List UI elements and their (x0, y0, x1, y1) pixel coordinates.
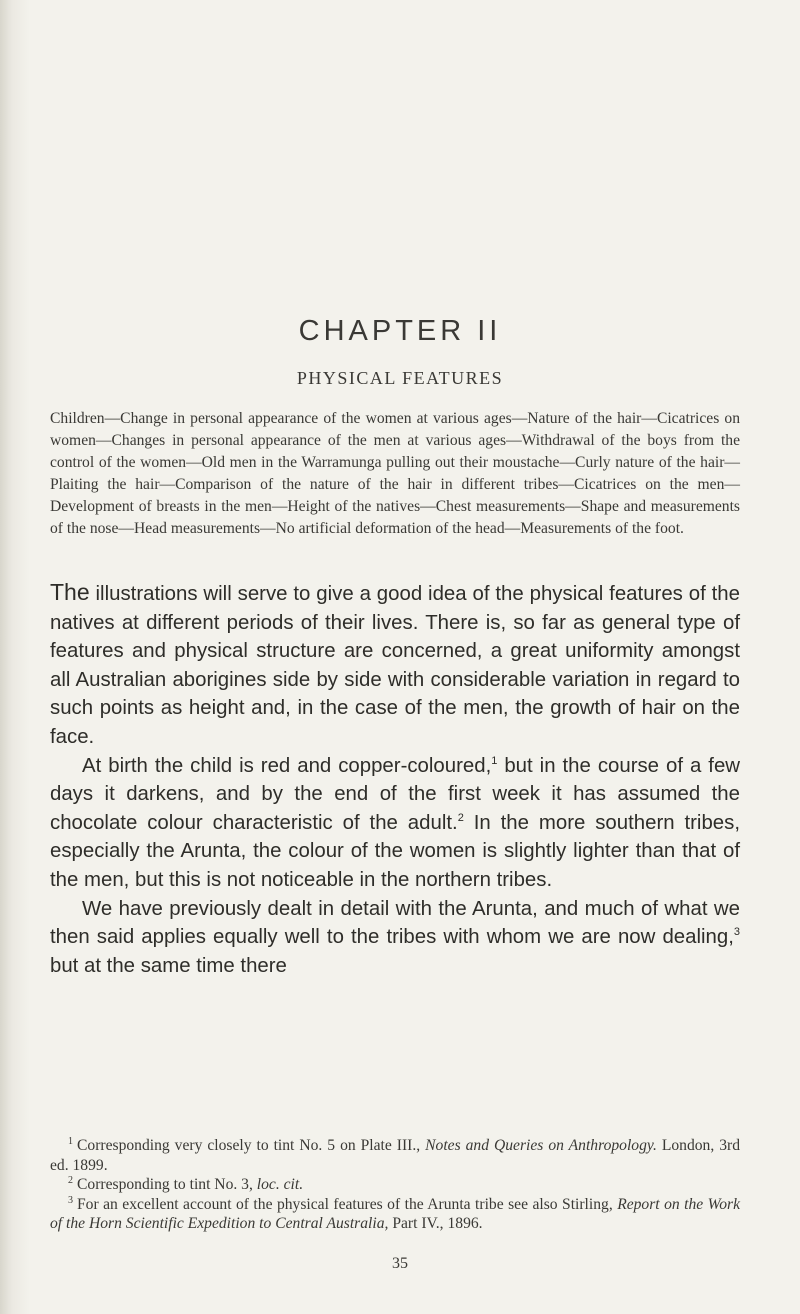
footnote-tail: Part IV., 1896. (388, 1215, 483, 1233)
page-number: 35 (392, 1255, 408, 1272)
footnote-ref-2: 2 (457, 811, 464, 824)
lead-word: The (50, 579, 90, 605)
footnote-number: 1 (68, 1135, 73, 1147)
footnote-text: Corresponding very closely to tint No. 5 on Plate III., (77, 1137, 426, 1154)
footnotes (50, 1136, 740, 1234)
footnote-2 (50, 1175, 740, 1195)
footnote-1 (50, 1136, 740, 1175)
chapter-title: CHAPTER II (298, 315, 502, 347)
paragraph-3-part-a: We have previously dealt in detail with the Arunta, and much of what we then said applies equally well to the tribes with whom we are now dealing, (50, 897, 740, 949)
section-title: PHYSICAL FEATURES (296, 368, 504, 388)
paragraph-1 (50, 578, 740, 752)
footnote-number: 3 (68, 1194, 73, 1206)
footnote-text: For an excellent account of the physical features of the Arunta tribe see also Stirling, (77, 1195, 618, 1213)
page-gutter-shadow (0, 0, 30, 1314)
paragraph-1-text: illustrations will serve to give a good idea of the physical features of the natives at different periods of their lives. There is, so far as general type of features and physical structure are concerned, a great uniformity amongst all Australian aborigines side by side with considerable variation in regard to such points as height and, in the case of the men, the growth of hair on the face. (50, 583, 740, 748)
footnote-ref-1: 1 (491, 754, 498, 767)
paragraph-3 (50, 895, 740, 981)
footnote-title: loc. cit. (256, 1176, 304, 1194)
footnote-tail: London, 3rd ed. 1899. (50, 1137, 741, 1174)
paragraph-2-part-b: but in the course of a few days it darkens, and by the end of the first week it has assumed the chocolate colour characteristic of the adult. (50, 754, 741, 834)
paragraph-3-part-b: but at the same time there (50, 954, 287, 977)
paragraph-2 (50, 752, 740, 895)
footnote-title: Notes and Queries on Anthropology. (425, 1137, 657, 1154)
paragraph-2-part-c: In the more southern tribes, especially the Arunta, the colour of the women is slightly lighter than that of the men, but this is not noticeable in the northern tribes. (50, 811, 741, 891)
footnote-title: Report on the Work of the Horn Scientific Expedition to Central Australia, (50, 1195, 740, 1233)
footnote-ref-3: 3 (733, 926, 740, 939)
body-text (50, 578, 740, 980)
paragraph-2-part-a: At birth the child is red and copper-coloured, (82, 754, 492, 777)
chapter-synopsis: Children—Change in personal appearance of the women at various ages—Nature of the hair—Cicatrices on women—Changes in personal appearance of the men at various ages—Withdrawal of the boys from the control of the women—Old men in the Warramunga pulling out their moustache—Curly nature of the hair—Plaiting the hair—Comparison of the nature of the hair in different tribes—Cicatrices on the men—Development of breasts in the men—Height of the natives—Chest measurements—Shape and measurements of the nose—Head measurements—No artificial deformation of the head—Measurements of the foot. (50, 410, 740, 537)
footnote-number: 2 (68, 1175, 73, 1186)
footnote-3 (50, 1195, 740, 1234)
footnote-text: Corresponding to tint No. 3, (77, 1176, 257, 1194)
